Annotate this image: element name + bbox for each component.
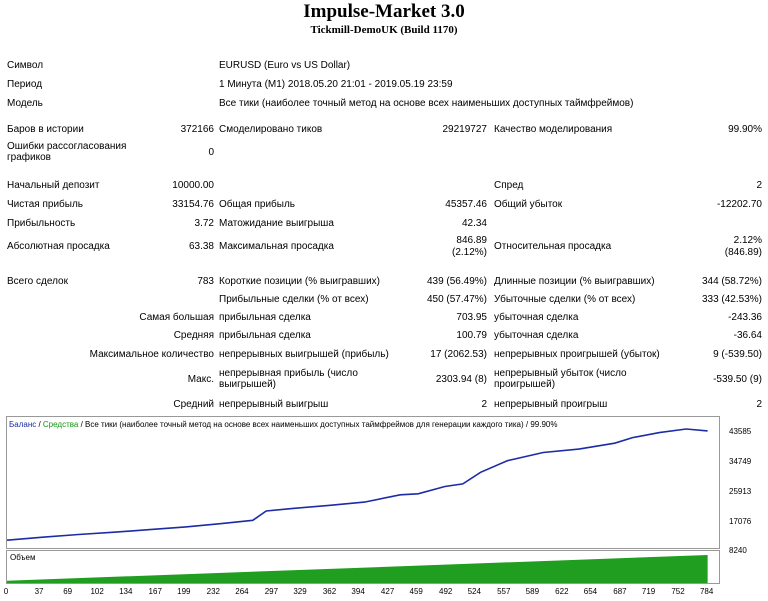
balance-series-line bbox=[7, 429, 708, 540]
max-loss-value: -539.50 (9) bbox=[713, 374, 762, 385]
gross-loss-label: Общий убыток bbox=[494, 199, 563, 210]
legend-description: / Все тики (наиболее точный метод на основе всех наименьших доступных таймфреймов для генерации каждого тика) / 99.90% bbox=[78, 420, 558, 429]
x-tick-label: 232 bbox=[206, 587, 221, 596]
maxnum-losses-value: 9 (-539.50) bbox=[713, 349, 762, 360]
abs-drawdown-value: 63.38 bbox=[188, 241, 214, 252]
x-tick-label: 752 bbox=[671, 587, 685, 596]
x-tick-label: 297 bbox=[264, 587, 279, 596]
symbol-value: EURUSD (Euro vs US Dollar) bbox=[219, 60, 351, 71]
balance-chart bbox=[6, 416, 720, 549]
x-tick-label: 329 bbox=[293, 587, 307, 596]
rel-drawdown-amount: (846.89) bbox=[724, 247, 762, 258]
total-trades-value: 783 bbox=[197, 276, 214, 287]
long-positions-label: Длинные позиции (% выигравших) bbox=[494, 276, 655, 287]
total-trades-label: Всего сделок bbox=[7, 276, 68, 287]
x-tick-label: 589 bbox=[525, 587, 540, 596]
x-tick-label: 134 bbox=[119, 587, 133, 596]
expected-payoff-value: 42.34 bbox=[461, 218, 487, 229]
x-tick-label: 37 bbox=[34, 587, 44, 596]
y-tick-label: 43585 bbox=[729, 427, 752, 436]
largest-loss-label: убыточная сделка bbox=[494, 312, 579, 323]
maxnum-label: Максимальное количество bbox=[89, 349, 214, 360]
y-tick-label: 8240 bbox=[729, 546, 747, 555]
average-loss-value: -36.64 bbox=[733, 330, 762, 341]
quality-label: Качество моделирования bbox=[494, 124, 613, 135]
chart-legend bbox=[9, 420, 557, 429]
legend-equity: Средства bbox=[42, 420, 79, 429]
profit-factor-label: Прибыльность bbox=[7, 218, 76, 229]
volume-label: Объем bbox=[10, 553, 36, 562]
x-tick-label: 167 bbox=[148, 587, 162, 596]
x-tick-label: 362 bbox=[322, 587, 337, 596]
largest-profit-label: прибыльная сделка bbox=[219, 312, 311, 323]
x-tick-label: 524 bbox=[467, 587, 481, 596]
gross-loss-value: -12202.70 bbox=[716, 199, 762, 210]
rel-drawdown-value: 2.12% bbox=[733, 235, 762, 246]
x-tick-label: 687 bbox=[613, 587, 627, 596]
x-tick-label: 102 bbox=[90, 587, 104, 596]
largest-label: Самая большая bbox=[139, 312, 214, 323]
rel-drawdown-label: Относительная просадка bbox=[494, 241, 612, 252]
x-tick-label: 264 bbox=[235, 587, 249, 596]
average-label: Средняя bbox=[173, 330, 214, 341]
x-tick-label: 492 bbox=[438, 587, 453, 596]
y-tick-label: 25913 bbox=[729, 487, 752, 496]
spread-label: Спред bbox=[494, 180, 524, 191]
report-subtitle: Tickmill-DemoUK (Build 1170) bbox=[310, 24, 458, 36]
profit-factor-value: 3.72 bbox=[194, 218, 214, 229]
x-tick-label: 622 bbox=[555, 587, 569, 596]
legend-separator: / bbox=[36, 420, 43, 429]
max-drawdown-value: 846.89 bbox=[456, 235, 487, 246]
errors-value: 0 bbox=[208, 147, 214, 158]
x-tick-label: 459 bbox=[409, 587, 423, 596]
x-tick-label: 719 bbox=[641, 587, 656, 596]
largest-profit-value: 703.95 bbox=[456, 312, 487, 323]
bars-label: Баров в истории bbox=[7, 124, 84, 135]
average-loss-label: убыточная сделка bbox=[494, 330, 579, 341]
average-profit-label: прибыльная сделка bbox=[219, 330, 311, 341]
period-label: Период bbox=[7, 79, 43, 90]
y-tick-label: 17076 bbox=[729, 517, 752, 526]
max-drawdown-label: Максимальная просадка bbox=[219, 241, 334, 252]
max-label: Макс. bbox=[187, 374, 214, 385]
spread-value: 2 bbox=[756, 180, 762, 191]
gross-profit-value: 45357.46 bbox=[445, 199, 487, 210]
deposit-value: 10000.00 bbox=[172, 180, 214, 191]
ticks-value: 29219727 bbox=[442, 124, 487, 135]
volume-chart bbox=[6, 550, 720, 584]
net-profit-label: Чистая прибыль bbox=[7, 199, 83, 210]
period-value: 1 Минута (M1) 2018.05.20 21:01 - 2019.05.19 23:59 bbox=[219, 79, 453, 90]
maxnum-losses-label: непрерывных проигрышей (убыток) bbox=[494, 349, 660, 360]
max-loss-label: непрерывный убыток (число проигрышей) bbox=[494, 368, 627, 390]
loss-trades-label: Убыточные сделки (% от всех) bbox=[494, 294, 636, 305]
gross-profit-label: Общая прибыль bbox=[219, 199, 296, 210]
x-tick-label: 557 bbox=[497, 587, 511, 596]
avgcons-losses-label: непрерывный проигрыш bbox=[494, 399, 608, 410]
avgcons-wins-value: 2 bbox=[481, 399, 487, 410]
volume-area bbox=[7, 555, 708, 583]
x-tick-label: 427 bbox=[380, 587, 395, 596]
short-positions-label: Короткие позиции (% выигравших) bbox=[219, 276, 380, 287]
max-drawdown-percent: (2.12%) bbox=[451, 247, 487, 258]
avgcons-losses-value: 2 bbox=[756, 399, 762, 410]
max-profit-value: 2303.94 (8) bbox=[435, 374, 487, 385]
x-tick-label: 69 bbox=[63, 587, 73, 596]
bars-value: 372166 bbox=[180, 124, 214, 135]
expected-payoff-label: Матожидание выигрыша bbox=[219, 218, 334, 229]
x-tick-label: 394 bbox=[351, 587, 365, 596]
avgcons-wins-label: непрерывный выигрыш bbox=[219, 399, 329, 410]
symbol-label: Символ bbox=[7, 60, 44, 71]
report-title: Impulse-Market 3.0 bbox=[303, 1, 465, 22]
profit-trades-value: 450 (57.47%) bbox=[426, 294, 487, 305]
model-label: Модель bbox=[7, 98, 43, 109]
legend-balance: Баланс bbox=[9, 420, 37, 429]
x-tick-label: 0 bbox=[3, 587, 9, 596]
loss-trades-value: 333 (42.53%) bbox=[701, 294, 762, 305]
x-tick-label: 199 bbox=[177, 587, 191, 596]
x-tick-label: 784 bbox=[699, 587, 714, 596]
largest-loss-value: -243.36 bbox=[728, 312, 762, 323]
abs-drawdown-label: Абсолютная просадка bbox=[7, 241, 110, 252]
net-profit-value: 33154.76 bbox=[172, 199, 214, 210]
long-positions-value: 344 (58.72%) bbox=[701, 276, 762, 287]
deposit-label: Начальный депозит bbox=[7, 180, 100, 191]
maxnum-wins-label: непрерывных выигрышей (прибыль) bbox=[219, 349, 389, 360]
errors-label: Ошибки рассогласования графиков bbox=[7, 141, 127, 163]
ticks-label: Смоделировано тиков bbox=[219, 124, 323, 135]
y-tick-label: 34749 bbox=[729, 457, 752, 466]
average-profit-value: 100.79 bbox=[456, 330, 487, 341]
max-profit-label: непрерывная прибыль (число выигрышей) bbox=[219, 368, 358, 390]
quality-value: 99.90% bbox=[728, 124, 762, 135]
short-positions-value: 439 (56.49%) bbox=[426, 276, 487, 287]
x-tick-label: 654 bbox=[583, 587, 598, 596]
maxnum-wins-value: 17 (2062.53) bbox=[430, 349, 487, 360]
model-value: Все тики (наиболее точный метод на основе всех наименьших доступных таймфреймов) bbox=[219, 98, 634, 109]
avgcons-label: Средний bbox=[173, 399, 214, 410]
profit-trades-label: Прибыльные сделки (% от всех) bbox=[219, 294, 369, 305]
